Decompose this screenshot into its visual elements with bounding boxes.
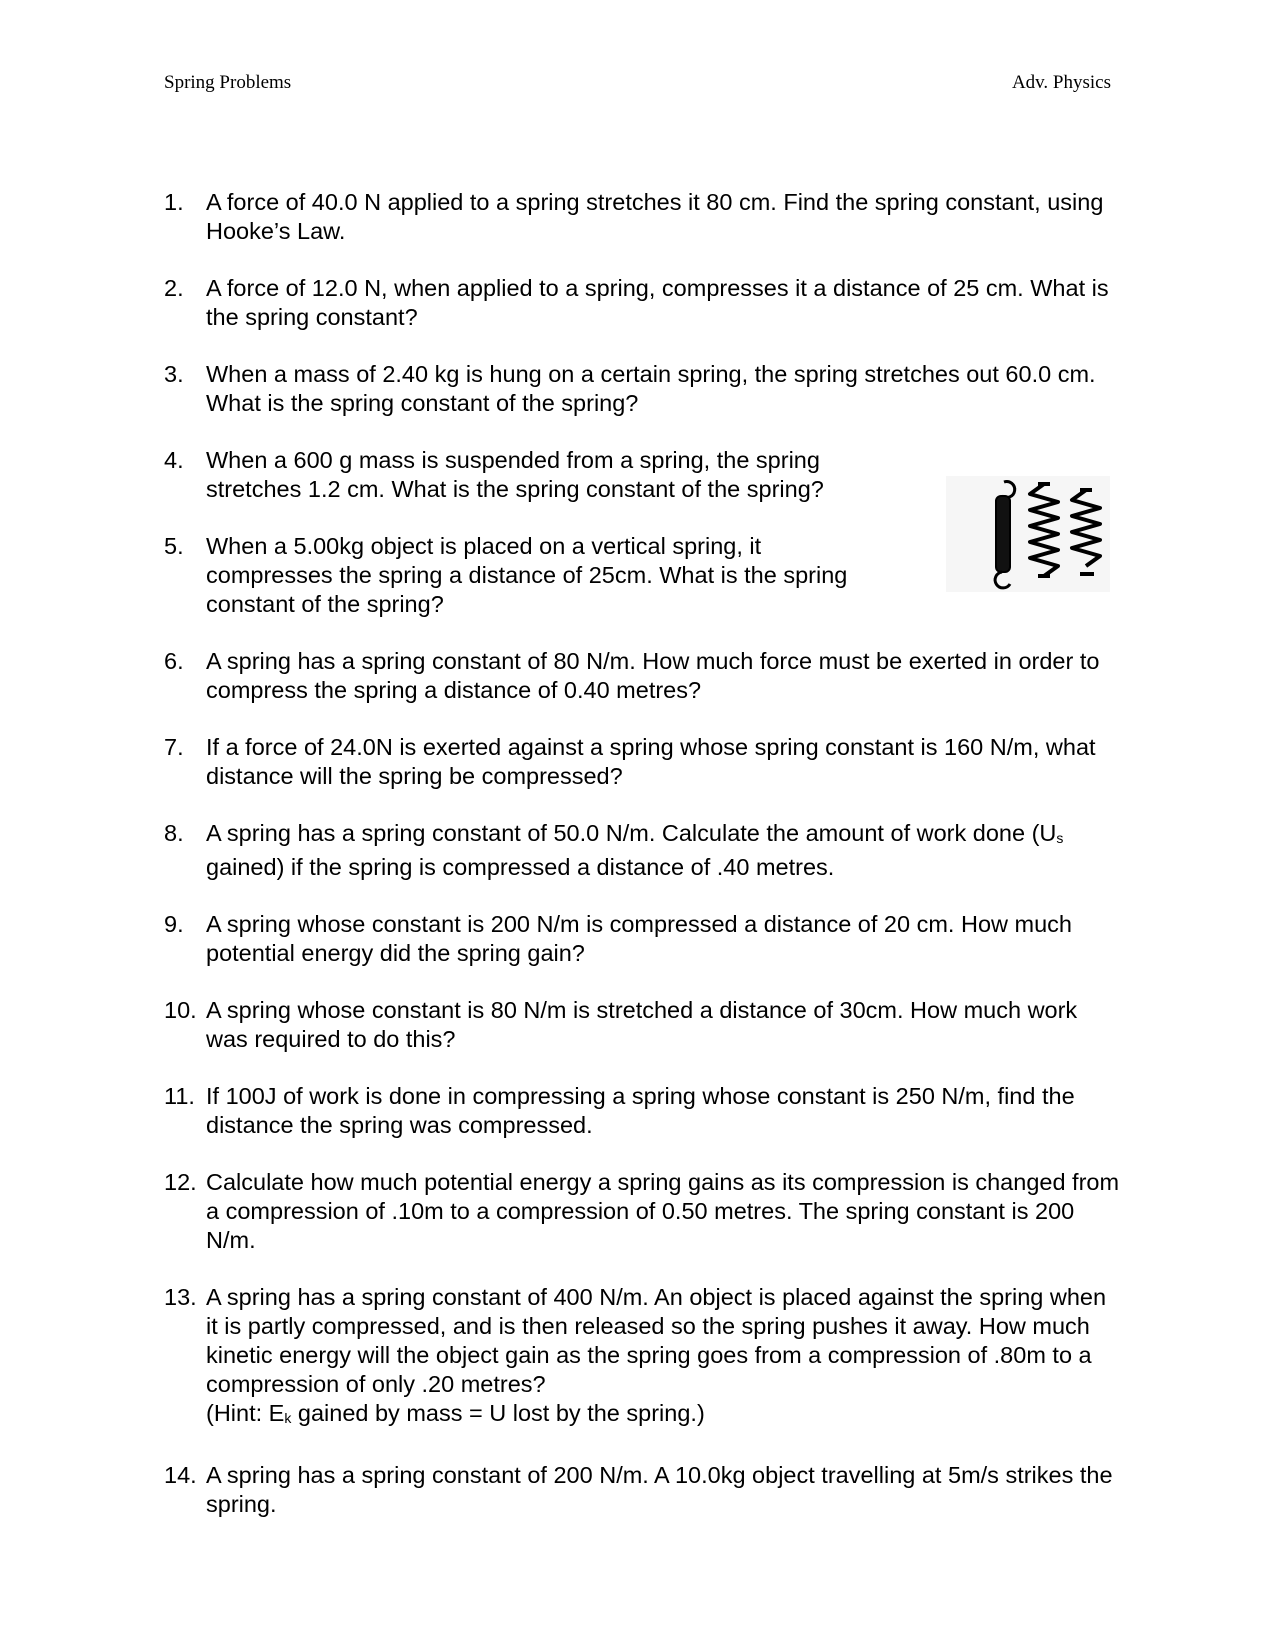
problem-text: A spring whose constant is 200 N/m is compressed a distance of 20 cm. How much potential energy did the spring gain? — [206, 911, 1072, 966]
problem-item — [164, 274, 1124, 332]
problem-number: 5. — [164, 533, 184, 559]
problem-number: 3. — [164, 361, 184, 387]
problem-number: 1. — [164, 189, 184, 215]
problem-item — [164, 819, 1124, 882]
course-name: Adv. Physics — [1011, 72, 1111, 93]
hint-text-part: (Hint: E — [206, 1400, 285, 1426]
problem-item — [164, 910, 1124, 968]
problem-text: A spring whose constant is 80 N/m is stretched a distance of 30cm. How much work was required to do this? — [206, 997, 1078, 1052]
problem-item — [164, 1168, 1124, 1255]
problem-item — [164, 1082, 1124, 1140]
problem-number: 7. — [164, 734, 184, 760]
problem-text — [206, 819, 1124, 882]
problem-text: A force of 12.0 N, when applied to a spring, compresses it a distance of 25 cm. What is the spring constant? — [206, 275, 1109, 330]
problem-item — [164, 647, 1124, 705]
problem-number: 11. — [164, 1083, 195, 1109]
subscript: s — [1056, 830, 1064, 846]
springs-illustration-icon — [946, 476, 1110, 592]
tight-spring — [995, 482, 1015, 588]
problem-number: 14. — [164, 1462, 197, 1488]
problem-number: 13. — [164, 1284, 197, 1310]
problem-number: 9. — [164, 911, 184, 937]
zigzag-spring — [1030, 484, 1058, 576]
problem-item — [164, 996, 1124, 1054]
problem-text: Calculate how much potential energy a spring gains as its compression is changed from a compression of .10m to a compression of 0.50 metres. The spring constant is 200 N/m. — [206, 1169, 1120, 1253]
problem-text: A force of 40.0 N applied to a spring stretches it 80 cm. Find the spring constant, using Hooke’s Law. — [206, 189, 1104, 244]
problem-text: When a 600 g mass is suspended from a spring, the spring stretches 1.2 cm. What is the spring constant of the spring? — [206, 447, 824, 502]
problem-list — [164, 188, 1124, 1547]
problem-text: When a mass of 2.40 kg is hung on a certain spring, the spring stretches out 60.0 cm. What is the spring constant of the spring? — [206, 361, 1096, 416]
problem-item — [164, 360, 1124, 418]
problem-number: 10. — [164, 997, 197, 1023]
problem-text: A spring has a spring constant of 200 N/m. A 10.0kg object travelling at 5m/s strikes the spring. — [206, 1462, 1113, 1517]
hint-text-part: gained by mass = U lost by the spring.) — [291, 1400, 705, 1426]
page-title: Spring Problems — [164, 72, 292, 93]
problem-text: If a force of 24.0N is exerted against a spring whose spring constant is 160 N/m, what distance will the spring be compressed? — [206, 734, 1096, 789]
problem-item — [164, 1283, 1124, 1433]
subscript: k — [284, 1410, 292, 1426]
problem-number: 4. — [164, 447, 184, 473]
problem-text-part: A spring has a spring constant of 50.0 N/m. Calculate the amount of work done (U — [206, 820, 1057, 846]
problem-number: 12. — [164, 1169, 197, 1195]
problem-text: If 100J of work is done in compressing a spring whose constant is 250 N/m, find the distance the spring was compressed. — [206, 1083, 1075, 1138]
problem-text-part: gained) if the spring is compressed a distance of .40 metres. — [206, 854, 835, 880]
problem-number: 6. — [164, 648, 184, 674]
problem-hint — [206, 1399, 1124, 1433]
zigzag-spring — [1072, 490, 1100, 574]
problem-number: 2. — [164, 275, 184, 301]
problem-text: When a 5.00kg object is placed on a vertical spring, it compresses the spring a distance of 25cm. What is the spring constant of the spring? — [206, 533, 848, 617]
problem-item — [164, 733, 1124, 791]
problem-text: A spring has a spring constant of 80 N/m. How much force must be exerted in order to compress the spring a distance of 0.40 metres? — [206, 648, 1100, 703]
problem-number: 8. — [164, 820, 184, 846]
problem-item — [164, 188, 1124, 246]
problem-text: A spring has a spring constant of 400 N/m. An object is placed against the spring when it is partly compressed, and is then released so the spring pushes it away. How much kinetic energy will the object gain as the spring goes from a compression of .80m to a compression of only .20 metres? — [206, 1284, 1107, 1397]
springs-illustration-svg — [946, 476, 1110, 592]
problem-item — [164, 1461, 1124, 1519]
